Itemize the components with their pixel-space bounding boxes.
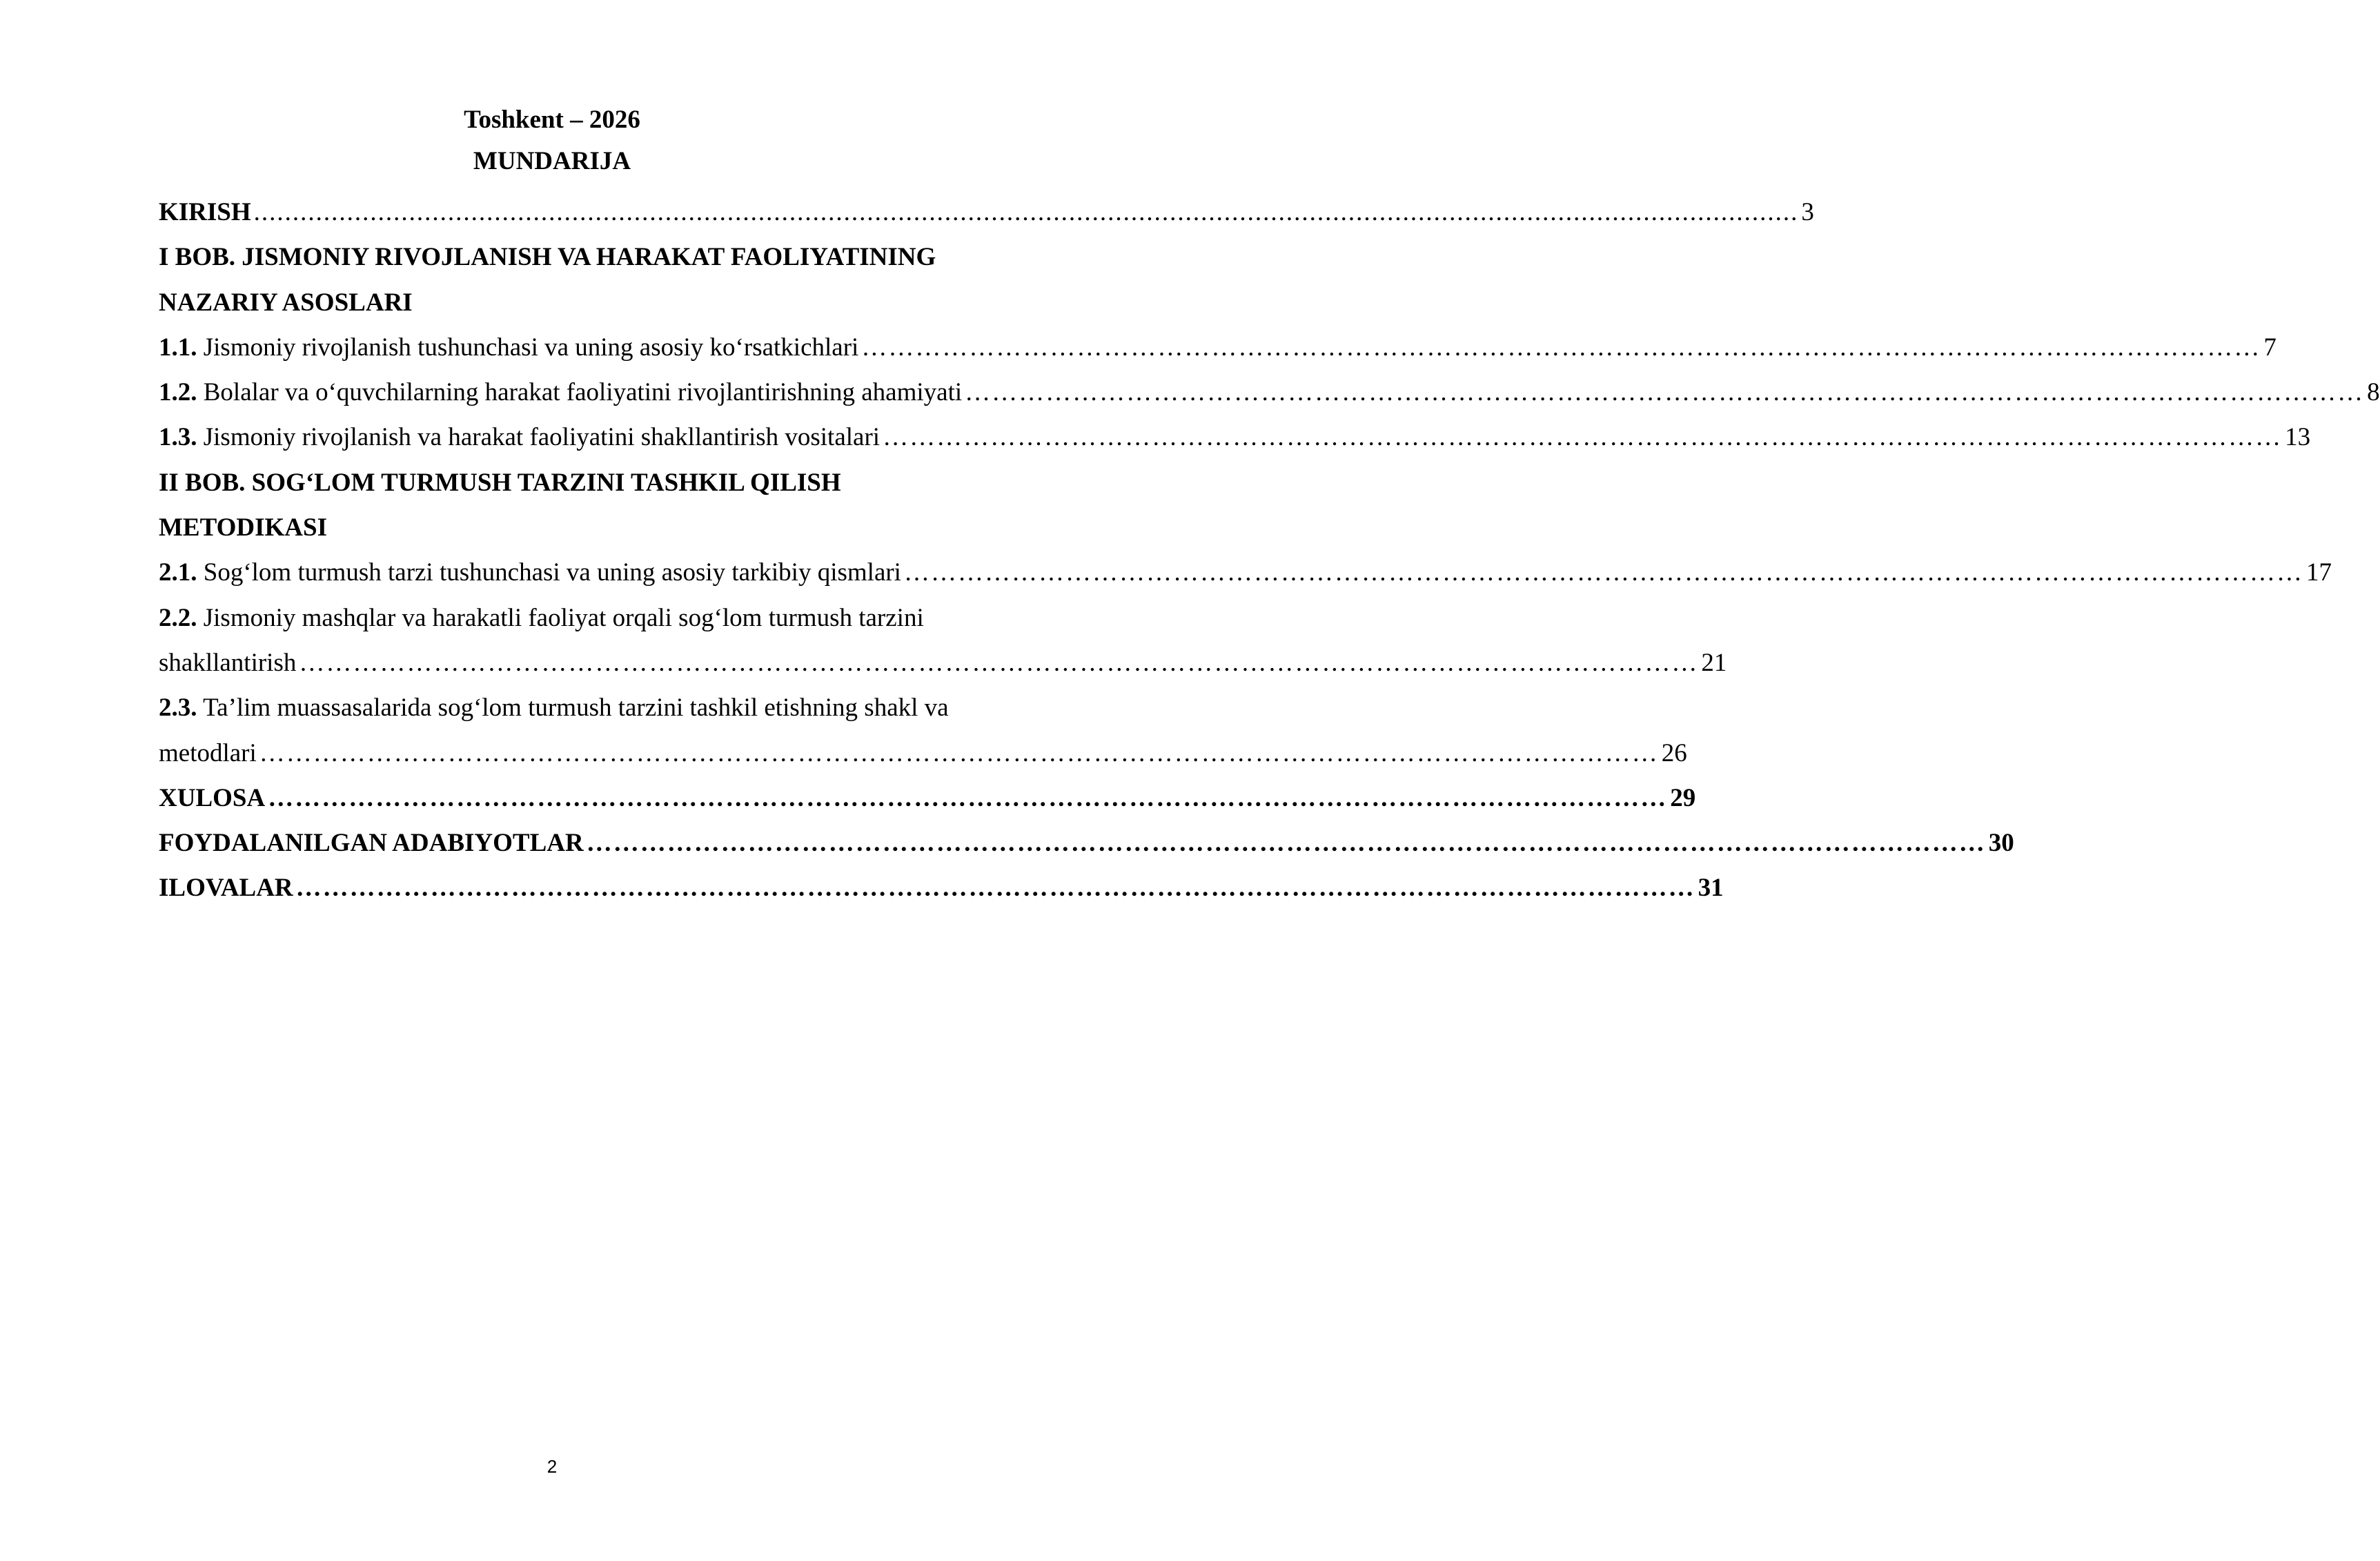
toc-page-number: 30: [1988, 829, 2014, 858]
toc-page-number: 17: [2305, 558, 2332, 587]
toc-entry-label: XULOSA: [159, 783, 266, 812]
toc-page-number: 3: [1801, 198, 1814, 226]
section-title: Jismoniy mashqlar va harakatli faoliyat orqali sogʻlom turmush tarzini: [203, 603, 924, 632]
section-number: 1.1.: [159, 333, 197, 362]
toc-title: MUNDARIJA: [473, 147, 631, 175]
toc-entry-2-1: [159, 550, 2332, 595]
toc-page-number: 8: [2367, 378, 2380, 407]
dot-leader: …………………………………………………………………………………………………………………………………………: [861, 333, 2261, 362]
toc-chapter-1-line-2: NAZARIY ASOSLARI: [159, 288, 413, 317]
toc-page-number: 29: [1670, 783, 1696, 812]
toc-entry-label: KIRISH: [159, 198, 251, 226]
dot-leader: .......................................................................................................................................................................................................: [253, 198, 1799, 226]
dot-leader: …………………………………………………………………………………………………………………………………………: [268, 783, 1668, 812]
section-title: Sogʻlom turmush tarzi tushunchasi va uning asosiy tarkibiy qismlari: [203, 558, 901, 587]
toc-chapter-2-line-2: METODIKASI: [159, 513, 327, 542]
dot-leader: …………………………………………………………………………………………………………………………………………: [903, 558, 2303, 587]
dot-leader: …………………………………………………………………………………………………………………………………………: [299, 648, 1699, 677]
section-title-continued: shakllantirish: [159, 648, 297, 677]
toc-entry-ilovalar: [159, 865, 1724, 910]
toc-page-number: 7: [2263, 333, 2276, 362]
toc-entry-2-3-line-2: [159, 731, 1687, 776]
section-number: 1.3.: [159, 423, 197, 452]
toc-page-number: 21: [1701, 648, 1727, 677]
toc-entry-2-2-line-1: [159, 596, 1030, 640]
toc-entry-xulosa: [159, 776, 1696, 821]
table-of-contents: [159, 190, 2380, 911]
toc-entry-2-3-line-1: [159, 685, 1030, 730]
section-title: Bolalar va oʻquvchilarning harakat faoliyatini rivojlantirishning ahamiyati: [203, 378, 963, 407]
toc-entry-1-1: [159, 325, 2276, 370]
section-title-continued: metodlari: [159, 738, 257, 767]
section-number: 2.3.: [159, 694, 197, 723]
toc-page-number: 26: [1661, 738, 1687, 767]
toc-entry-label: FOYDALANILGAN ADABIYOTLAR: [159, 829, 584, 858]
section-number: 2.2.: [159, 603, 197, 632]
toc-chapter-2-line-1: II BOB. SOGʻLOM TURMUSH TARZINI TASHKIL QILISH: [159, 468, 841, 497]
section-title: Taʼlim muassasalarida sogʻlom turmush tarzini tashkil etishning shakl va: [203, 694, 949, 723]
dot-leader: …………………………………………………………………………………………………………………………………………: [259, 738, 1659, 767]
toc-entry-adabiyotlar: [159, 821, 2014, 865]
section-title: Jismoniy rivojlanish tushunchasi va uning asosiy koʻrsatkichlari: [203, 333, 859, 362]
section-title: Jismoniy rivojlanish va harakat faoliyatini shakllantirish vositalari: [203, 423, 881, 452]
toc-page-number: 31: [1698, 874, 1724, 903]
page-number: 2: [547, 1456, 558, 1477]
city-year-heading: Toshkent – 2026: [464, 106, 640, 134]
toc-chapter-1-line-1: I BOB. JISMONIY RIVOJLANISH VA HARAKAT FAOLIYATINING: [159, 243, 936, 272]
section-number: 1.2.: [159, 378, 197, 407]
dot-leader: …………………………………………………………………………………………………………………………………………: [586, 829, 1986, 858]
toc-entry-kirish: [159, 190, 1814, 235]
section-number: 2.1.: [159, 558, 197, 587]
toc-entry-label: ILOVALAR: [159, 874, 293, 903]
toc-entry-1-3: [159, 415, 2311, 460]
dot-leader: …………………………………………………………………………………………………………………………………………: [965, 378, 2365, 407]
toc-entry-2-2-line-2: [159, 640, 1727, 685]
toc-entry-1-2: [159, 370, 2380, 415]
toc-page-number: 13: [2285, 423, 2311, 452]
dot-leader: …………………………………………………………………………………………………………………………………………: [883, 423, 2283, 452]
dot-leader: …………………………………………………………………………………………………………………………………………: [295, 874, 1695, 903]
